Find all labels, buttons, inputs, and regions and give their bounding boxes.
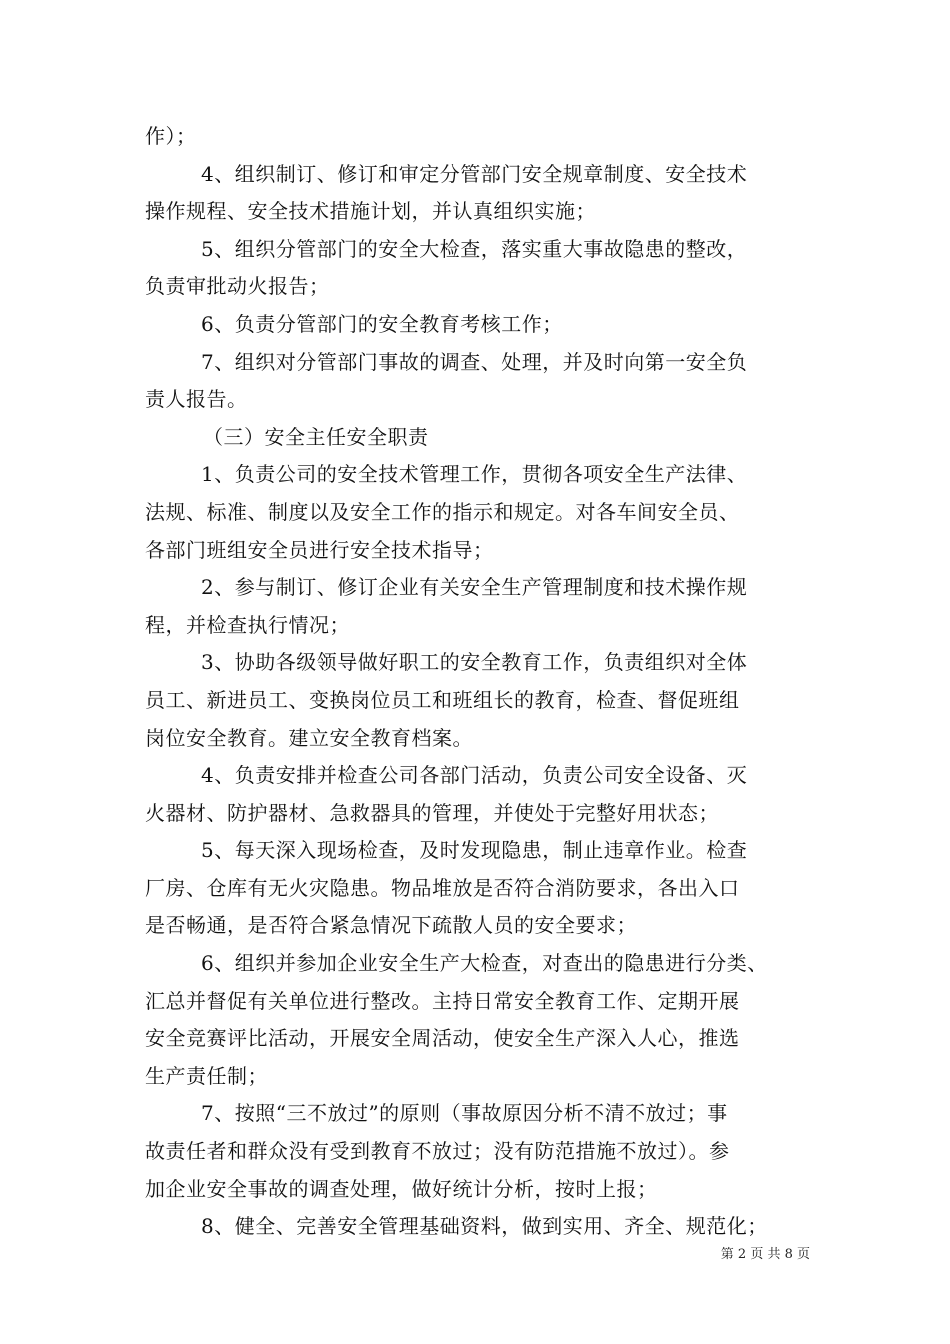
- text-line: 7、按照“三不放过”的原则（事故原因分析不清不放过；事: [201, 1101, 728, 1126]
- text-line: 5、每天深入现场检查，及时发现隐患，制止违章作业。检查: [201, 838, 748, 863]
- text-line: 4、负责安排并检查公司各部门活动，负责公司安全设备、灭: [201, 763, 748, 788]
- text-line: 1、负责公司的安全技术管理工作，贯彻各项安全生产法律、: [201, 462, 748, 487]
- text-line: 7、组织对分管部门事故的调查、处理，并及时向第一安全负: [201, 349, 748, 374]
- text-line: 岗位安全教育。建立安全教育档案。: [145, 725, 473, 750]
- text-line: 2、参与制订、修订企业有关安全生产管理制度和技术操作规: [201, 575, 748, 600]
- text-line: 4、组织制订、修订和审定分管部门安全规章制度、安全技术: [201, 161, 748, 186]
- text-line: 程，并检查执行情况；: [145, 612, 350, 637]
- text-line: 是否畅通，是否符合紧急情况下疏散人员的安全要求；: [145, 913, 637, 938]
- text-line: 5、组织分管部门的安全大检查，落实重大事故隐患的整改，: [201, 236, 748, 261]
- text-line: 负责审批动火报告；: [145, 274, 330, 299]
- text-line: 安全竞赛评比活动，开展安全周活动，使安全生产深入人心，推选: [145, 1026, 740, 1051]
- text-line: 3、协助各级领导做好职工的安全教育工作，负责组织对全体: [201, 650, 748, 675]
- text-line: 加企业安全事故的调查处理，做好统计分析，按时上报；: [145, 1176, 658, 1201]
- text-line: 火器材、防护器材、急救器具的管理，并使处于完整好用状态；: [145, 800, 719, 825]
- text-line: 员工、新进员工、变换岗位员工和班组长的教育，检查、督促班组: [145, 687, 740, 712]
- text-line: 作）；: [145, 124, 197, 148]
- document-body: [145, 118, 815, 1246]
- text-line: 厂房、仓库有无火灾隐患。物品堆放是否符合消防要求，各出入口: [145, 875, 740, 900]
- text-line: 6、负责分管部门的安全教育考核工作；: [201, 311, 563, 336]
- text-line: 8、健全、完善安全管理基础资料，做到实用、齐全、规范化；: [201, 1214, 768, 1239]
- text-line: 汇总并督促有关单位进行整改。主持日常安全教育工作、定期开展: [145, 988, 740, 1013]
- text-line: 各部门班组安全员进行安全技术指导；: [145, 537, 494, 562]
- text-line: 6、组织并参加企业安全生产大检查，对查出的隐患进行分类、: [201, 951, 768, 976]
- text-line: （三）安全主任安全职责: [203, 424, 429, 449]
- text-line: 责人报告。: [145, 387, 248, 412]
- text-line: 生产责任制；: [145, 1063, 268, 1088]
- text-line: 操作规程、安全技术措施计划，并认真组织实施；: [145, 199, 596, 224]
- page-number: 第 2 页 共 8 页: [720, 1247, 810, 1262]
- text-line: 故责任者和群众没有受到教育不放过；没有防范措施不放过）。参: [145, 1139, 730, 1164]
- text-line: 法规、标准、制度以及安全工作的指示和规定。对各车间安全员、: [145, 499, 740, 524]
